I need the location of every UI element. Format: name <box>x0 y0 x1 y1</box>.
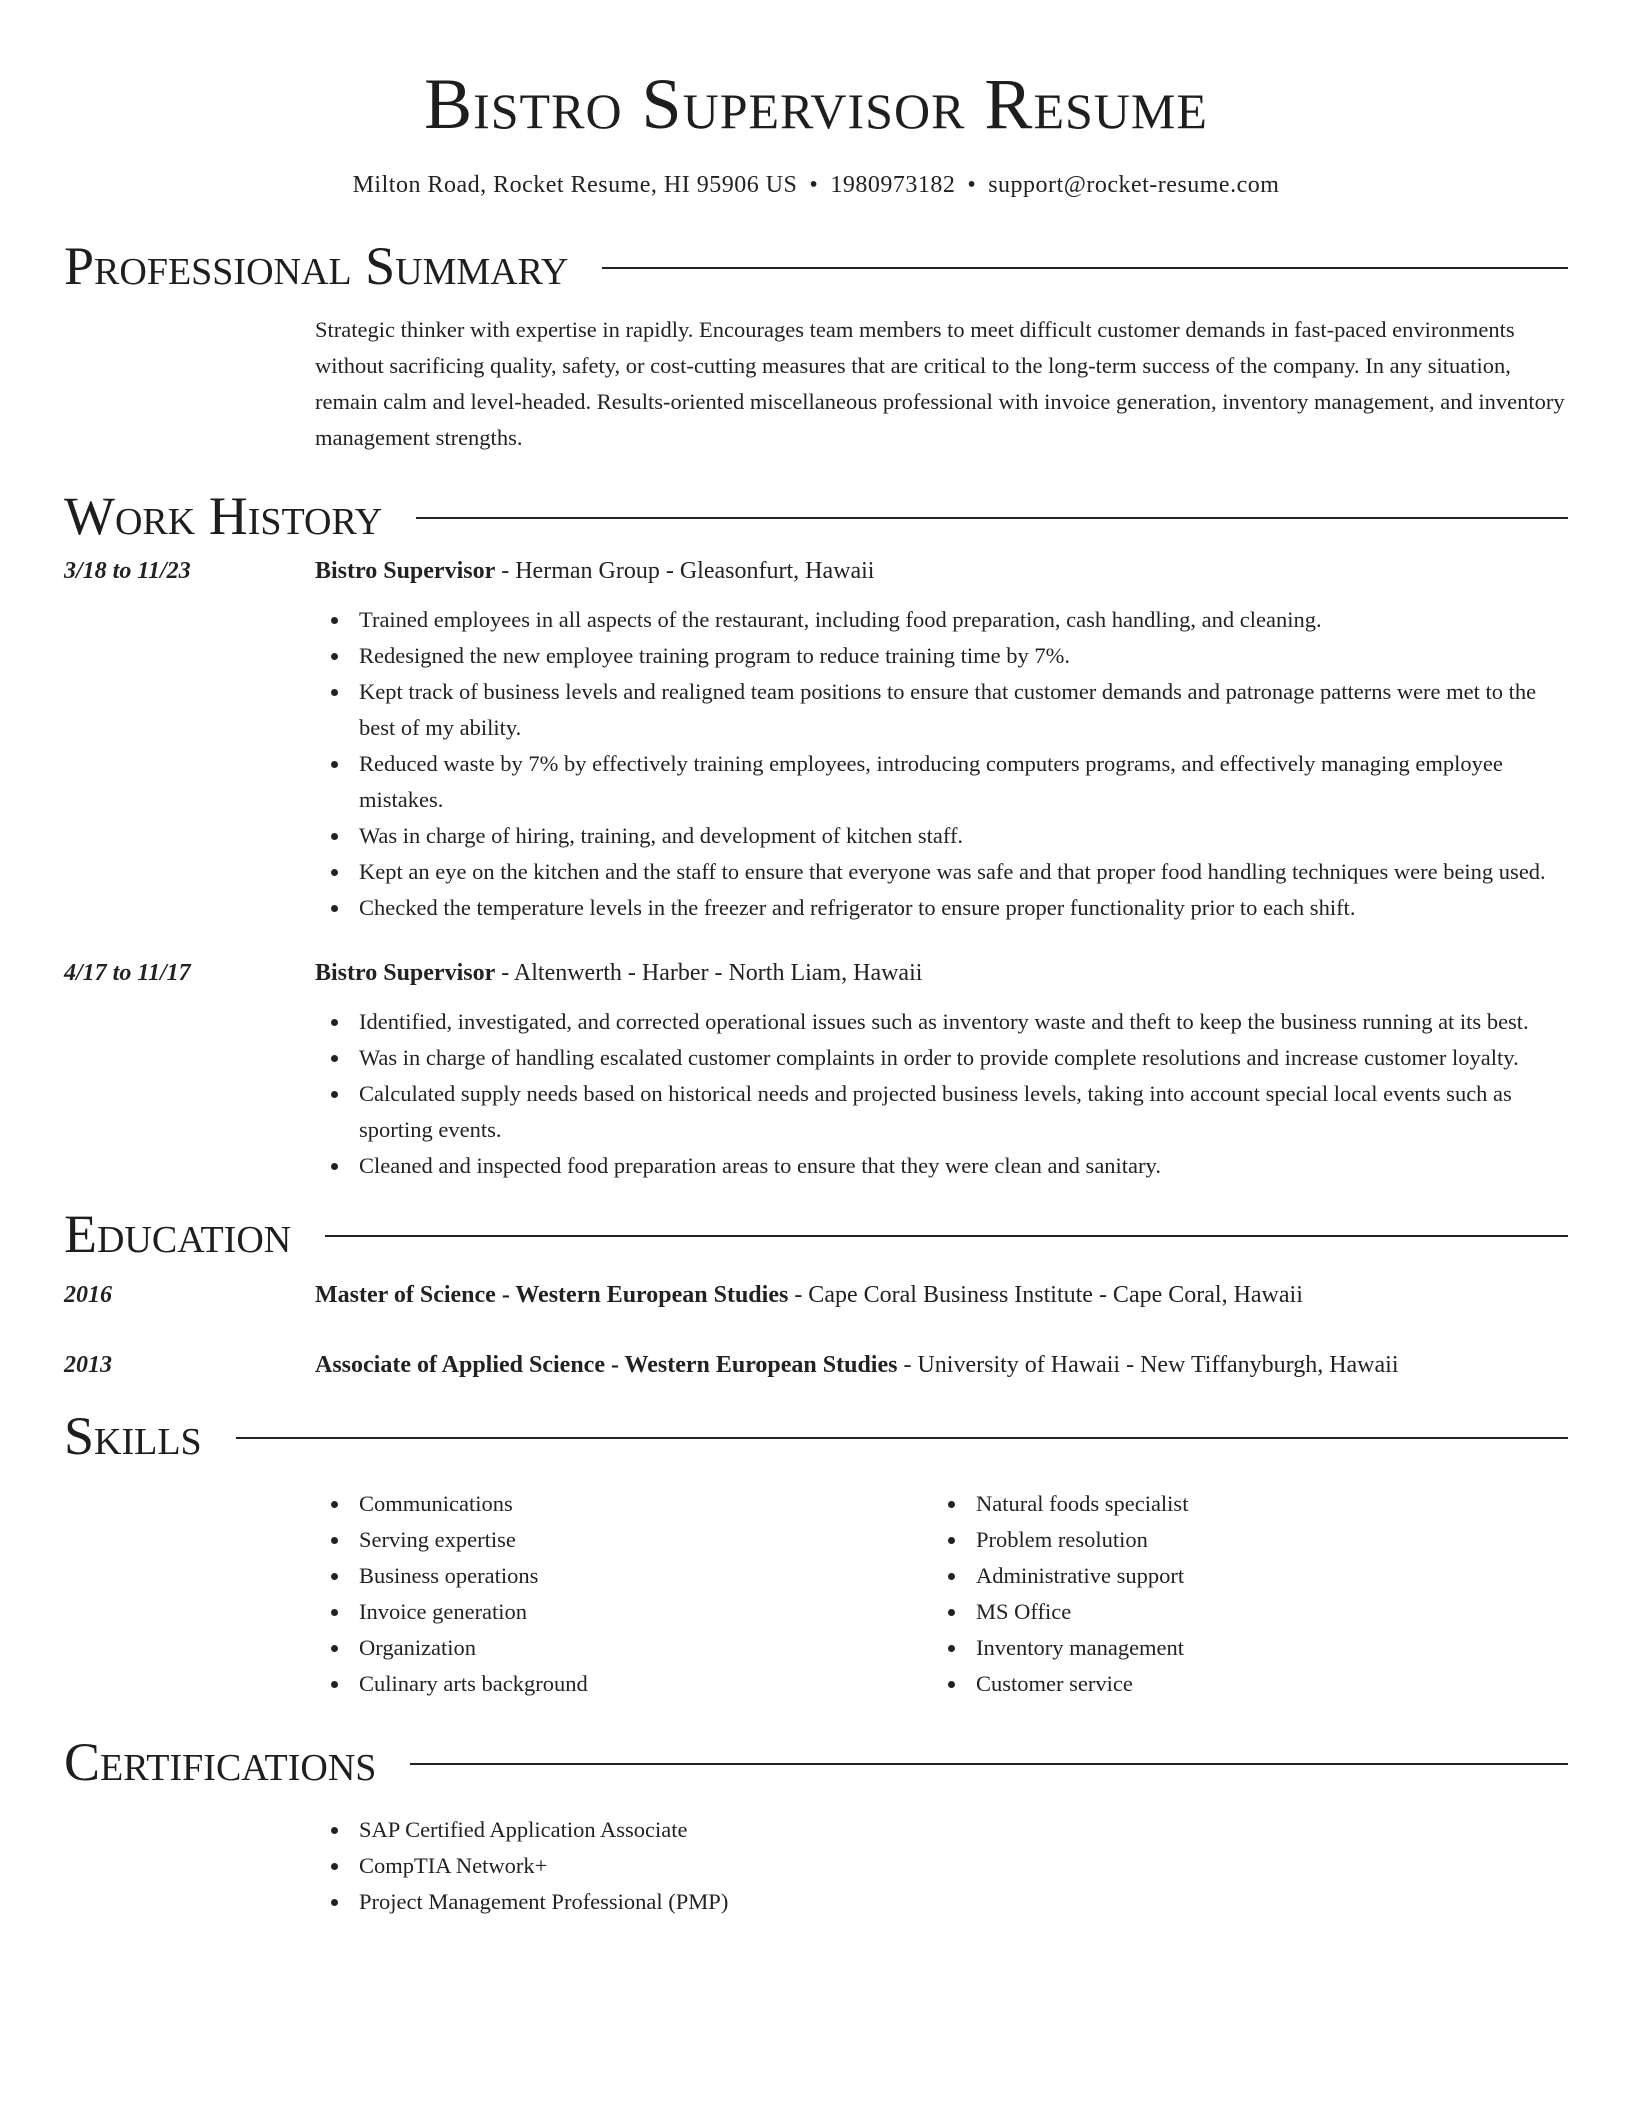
work-section-header <box>64 486 1568 546</box>
job-employer: - Herman Group - Gleasonfurt, Hawaii <box>495 558 875 584</box>
list-item: Calculated supply needs based on historical needs and projected business levels, taking into account special local events such as sporting events. <box>315 1076 1568 1148</box>
section-divider <box>325 1235 1568 1237</box>
list-item: Checked the temperature levels in the freezer and refrigerator to ensure proper functionality prior to each shift. <box>315 890 1568 926</box>
contact-email[interactable]: support@rocket-resume.com <box>988 172 1280 198</box>
job-duties-list <box>315 1004 1568 1184</box>
summary-text: Strategic thinker with expertise in rapidly. Encourages team members to meet difficult customer demands in fast-paced environments without sacrificing quality, safety, or cost-cutting measures that are critical to the long-term success of the company. In any situation, remain calm and level-headed. Results-oriented miscellaneous professional with invoice generation, inventory management, and inventory management strengths. <box>315 317 1565 450</box>
job-entry <box>64 556 1568 586</box>
education-section-header <box>64 1204 1568 1264</box>
education-heading-line <box>315 1280 1568 1310</box>
education-year: 2013 <box>64 1352 112 1378</box>
skill-item: Administrative support <box>932 1558 1549 1594</box>
work-heading: Work History <box>64 486 383 546</box>
list-item: Trained employees in all aspects of the restaurant, including food preparation, cash handling, and cleaning. <box>315 602 1568 638</box>
degree-name: Master of Science - Western European Studies <box>315 1282 789 1308</box>
school-details: - University of Hawaii - New Tiffanyburgh, Hawaii <box>897 1352 1399 1378</box>
job-employer: - Altenwerth - Harber - North Liam, Hawaii <box>495 960 923 986</box>
skill-item: Communications <box>315 1486 932 1522</box>
skills-section-header <box>64 1406 1568 1466</box>
section-divider <box>602 267 1568 269</box>
certifications-section-header <box>64 1732 1568 1792</box>
contact-separator: • <box>809 172 819 198</box>
skill-item: Business operations <box>315 1558 932 1594</box>
skill-item: Problem resolution <box>932 1522 1549 1558</box>
list-item: Was in charge of handling escalated customer complaints in order to provide complete resolutions and increase customer loyalty. <box>315 1040 1568 1076</box>
skill-item: Inventory management <box>932 1630 1549 1666</box>
contact-address: Milton Road, Rocket Resume, HI 95906 US <box>352 172 798 198</box>
certifications-heading: Certifications <box>64 1732 377 1792</box>
degree-name: Associate of Applied Science - Western European Studies <box>315 1352 898 1378</box>
list-item: Redesigned the new employee training program to reduce training time by 7%. <box>315 638 1568 674</box>
skill-item: Customer service <box>932 1666 1549 1702</box>
job-title: Bistro Supervisor <box>315 558 496 584</box>
list-item: Was in charge of hiring, training, and development of kitchen staff. <box>315 818 1568 854</box>
list-item: Cleaned and inspected food preparation areas to ensure that they were clean and sanitary. <box>315 1148 1568 1184</box>
education-entry <box>64 1280 1568 1310</box>
skill-item: Culinary arts background <box>315 1666 932 1702</box>
skill-item: MS Office <box>932 1594 1549 1630</box>
skill-item: Natural foods specialist <box>932 1486 1549 1522</box>
certifications-list <box>315 1812 1568 1920</box>
contact-line <box>64 170 1568 200</box>
skill-item: Organization <box>315 1630 932 1666</box>
job-dates: 3/18 to 11/23 <box>64 558 191 584</box>
job-duties-list <box>315 602 1568 926</box>
list-item: Kept an eye on the kitchen and the staff to ensure that everyone was safe and that proper food handling techniques were being used. <box>315 854 1568 890</box>
job-heading <box>315 958 1568 988</box>
education-entry <box>64 1350 1568 1380</box>
summary-heading: Professional Summary <box>64 236 569 296</box>
resume-title: Bistro Supervisor Resume <box>424 64 1208 144</box>
summary-section-header <box>64 236 1568 296</box>
certification-item: CompTIA Network+ <box>315 1848 1568 1884</box>
education-year: 2016 <box>64 1282 112 1308</box>
job-entry <box>64 958 1568 988</box>
section-divider <box>236 1437 1568 1439</box>
skill-item: Serving expertise <box>315 1522 932 1558</box>
skill-item: Invoice generation <box>315 1594 932 1630</box>
list-item: Kept track of business levels and realigned team positions to ensure that customer demands and patronage patterns were met to the best of my ability. <box>315 674 1568 746</box>
job-dates: 4/17 to 11/17 <box>64 960 191 986</box>
list-item: Identified, investigated, and corrected operational issues such as inventory waste and theft to keep the business running at its best. <box>315 1004 1568 1040</box>
skills-heading: Skills <box>64 1406 202 1466</box>
section-divider <box>410 1763 1568 1765</box>
certification-item: SAP Certified Application Associate <box>315 1812 1568 1848</box>
skills-column-right <box>932 1486 1549 1702</box>
education-heading-line <box>315 1350 1568 1380</box>
contact-phone: 1980973182 <box>830 172 956 198</box>
resume-page <box>64 0 1568 1920</box>
skills-column-left <box>315 1486 932 1702</box>
job-title: Bistro Supervisor <box>315 960 496 986</box>
section-divider <box>416 517 1568 519</box>
school-details: - Cape Coral Business Institute - Cape Coral, Hawaii <box>788 1282 1303 1308</box>
job-heading <box>315 556 1568 586</box>
certification-item: Project Management Professional (PMP) <box>315 1884 1568 1920</box>
skills-grid <box>315 1486 1568 1702</box>
education-heading: Education <box>64 1204 292 1264</box>
contact-separator: • <box>967 172 977 198</box>
list-item: Reduced waste by 7% by effectively training employees, introducing computers programs, and effectively managing employee mistakes. <box>315 746 1568 818</box>
